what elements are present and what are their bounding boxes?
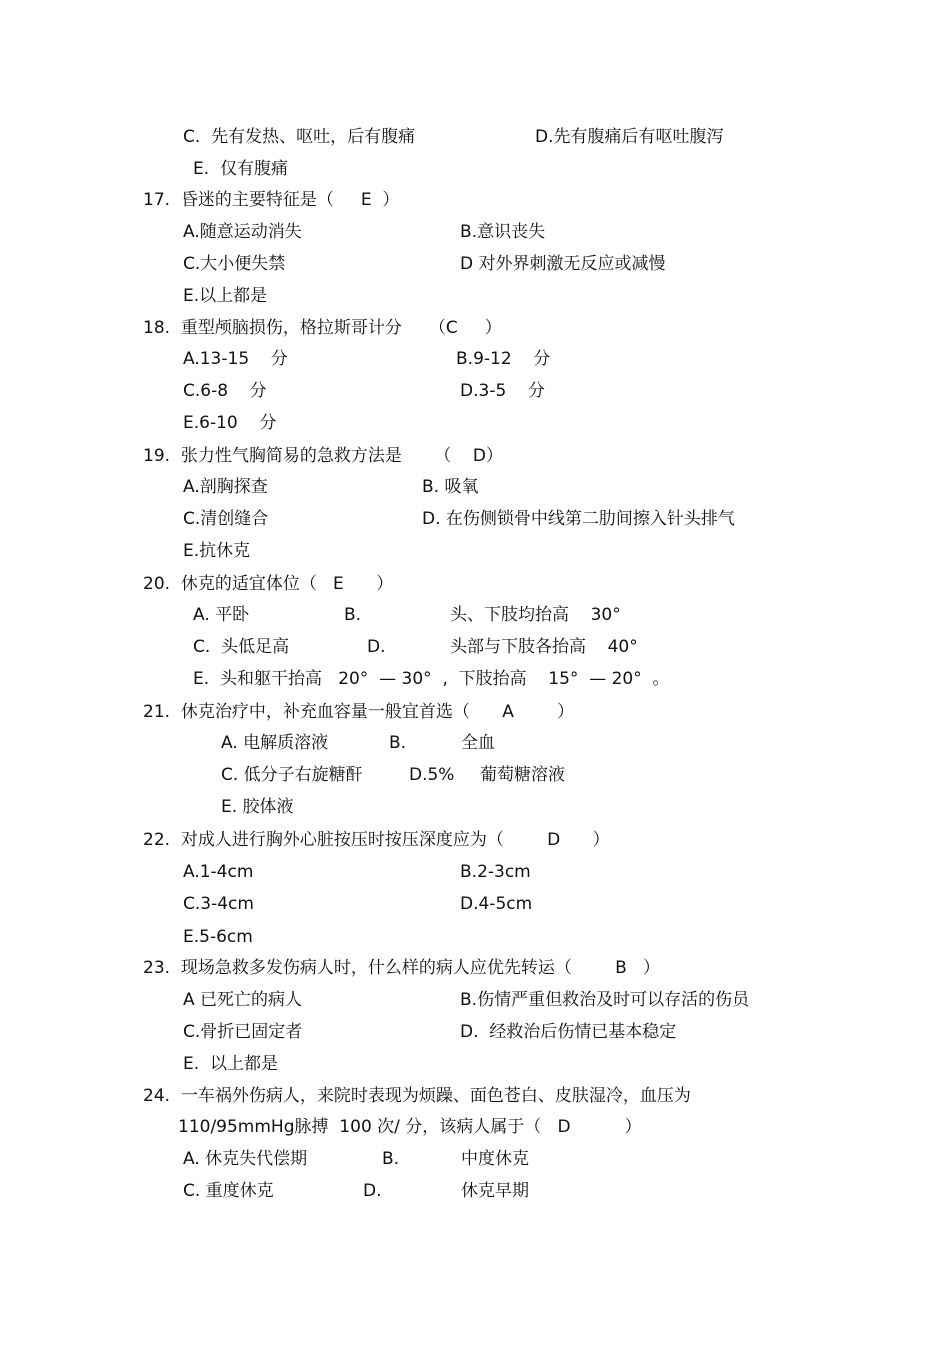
- option-text: C.大小便失禁: [183, 254, 286, 274]
- option-text: D. 在伤侧锁骨中线第二肋间擦入针头排气: [422, 509, 735, 529]
- option-text: C.6-8 分: [183, 381, 267, 401]
- question-text: 23. 现场急救多发伤病人时，什么样的病人应优先转运（ B ）: [143, 958, 660, 978]
- option-text: C. 先有发热、呕吐，后有腹痛: [183, 127, 416, 147]
- option-label: B.: [389, 733, 407, 753]
- question-text-continued: 110/95mmHg脉搏 100 次/ 分，该病人属于（ D ）: [178, 1117, 642, 1137]
- question-text: 21. 休克治疗中，补充血容量一般宜首选（ A ）: [143, 702, 575, 722]
- option-text: 葡萄糖溶液: [480, 765, 565, 785]
- question-text: 19. 张力性气胸简易的急救方法是 （ D）: [143, 446, 503, 466]
- option-text: B. 吸氧: [422, 477, 479, 497]
- option-label: B.: [382, 1149, 400, 1169]
- option-text: E.5-6cm: [183, 927, 253, 947]
- question-text: 18. 重型颅脑损伤，格拉斯哥计分 （C ）: [143, 318, 502, 338]
- question-text: 17. 昏迷的主要特征是（ E ）: [143, 190, 400, 210]
- option-text: A 已死亡的病人: [183, 990, 303, 1010]
- option-text: 头部与下肢各抬高 40°: [450, 637, 638, 657]
- option-label: B.: [344, 605, 362, 625]
- option-text: C.3-4cm: [183, 894, 254, 914]
- question-text: 22. 对成人进行胸外心脏按压时按压深度应为（ D ）: [143, 830, 610, 850]
- option-text: C.骨折已固定者: [183, 1022, 303, 1042]
- option-text: C. 低分子右旋糖酐: [221, 765, 363, 785]
- option-text: E.抗休克: [183, 541, 251, 561]
- option-text: E.6-10 分: [183, 413, 277, 433]
- option-text: A. 休克失代偿期: [183, 1149, 308, 1169]
- option-label: D.5%: [409, 765, 455, 785]
- option-text: C. 头低足高: [193, 637, 290, 657]
- option-text: C. 重度休克: [183, 1181, 274, 1201]
- option-text: D.3-5 分: [460, 381, 545, 401]
- option-text: B.意识丧失: [460, 222, 546, 242]
- question-text: 20. 休克的适宜体位（ E ）: [143, 574, 394, 594]
- option-text: C.清创缝合: [183, 509, 269, 529]
- option-text: A.13-15 分: [183, 349, 288, 369]
- option-text: E. 头和躯干抬高 20° — 30° , 下肢抬高 15° — 20° 。: [193, 669, 670, 689]
- question-text: 24. 一车祸外伤病人，来院时表现为烦躁、面色苍白、皮肤湿冷，血压为: [143, 1086, 691, 1106]
- option-text: B.伤情严重但救治及时可以存活的伤员: [460, 990, 750, 1010]
- option-text: A. 电解质溶液: [221, 733, 329, 753]
- option-label: D.: [363, 1181, 382, 1201]
- option-text: A.随意运动消失: [183, 222, 302, 242]
- option-text: 中度休克: [461, 1149, 529, 1169]
- option-text: A. 平卧: [193, 605, 250, 625]
- option-text: B.2-3cm: [460, 862, 531, 882]
- option-text: D.4-5cm: [460, 894, 533, 914]
- option-text: 休克早期: [461, 1181, 529, 1201]
- option-text: 头、下肢均抬高 30°: [450, 605, 621, 625]
- option-text: 全血: [461, 733, 495, 753]
- option-text: E. 胶体液: [221, 797, 294, 817]
- option-text: E.以上都是: [183, 286, 268, 306]
- option-text: A.剖胸探查: [183, 477, 268, 497]
- option-text: A.1-4cm: [183, 862, 254, 882]
- option-text: B.9-12 分: [456, 349, 551, 369]
- option-text: D 对外界刺激无反应或减慢: [460, 254, 666, 274]
- option-text: E. 仅有腹痛: [193, 159, 288, 179]
- option-text: D. 经救治后伤情已基本稳定: [460, 1022, 677, 1042]
- option-label: D.: [367, 637, 386, 657]
- option-text: D.先有腹痛后有呕吐腹泻: [535, 127, 724, 147]
- option-text: E. 以上都是: [183, 1054, 278, 1074]
